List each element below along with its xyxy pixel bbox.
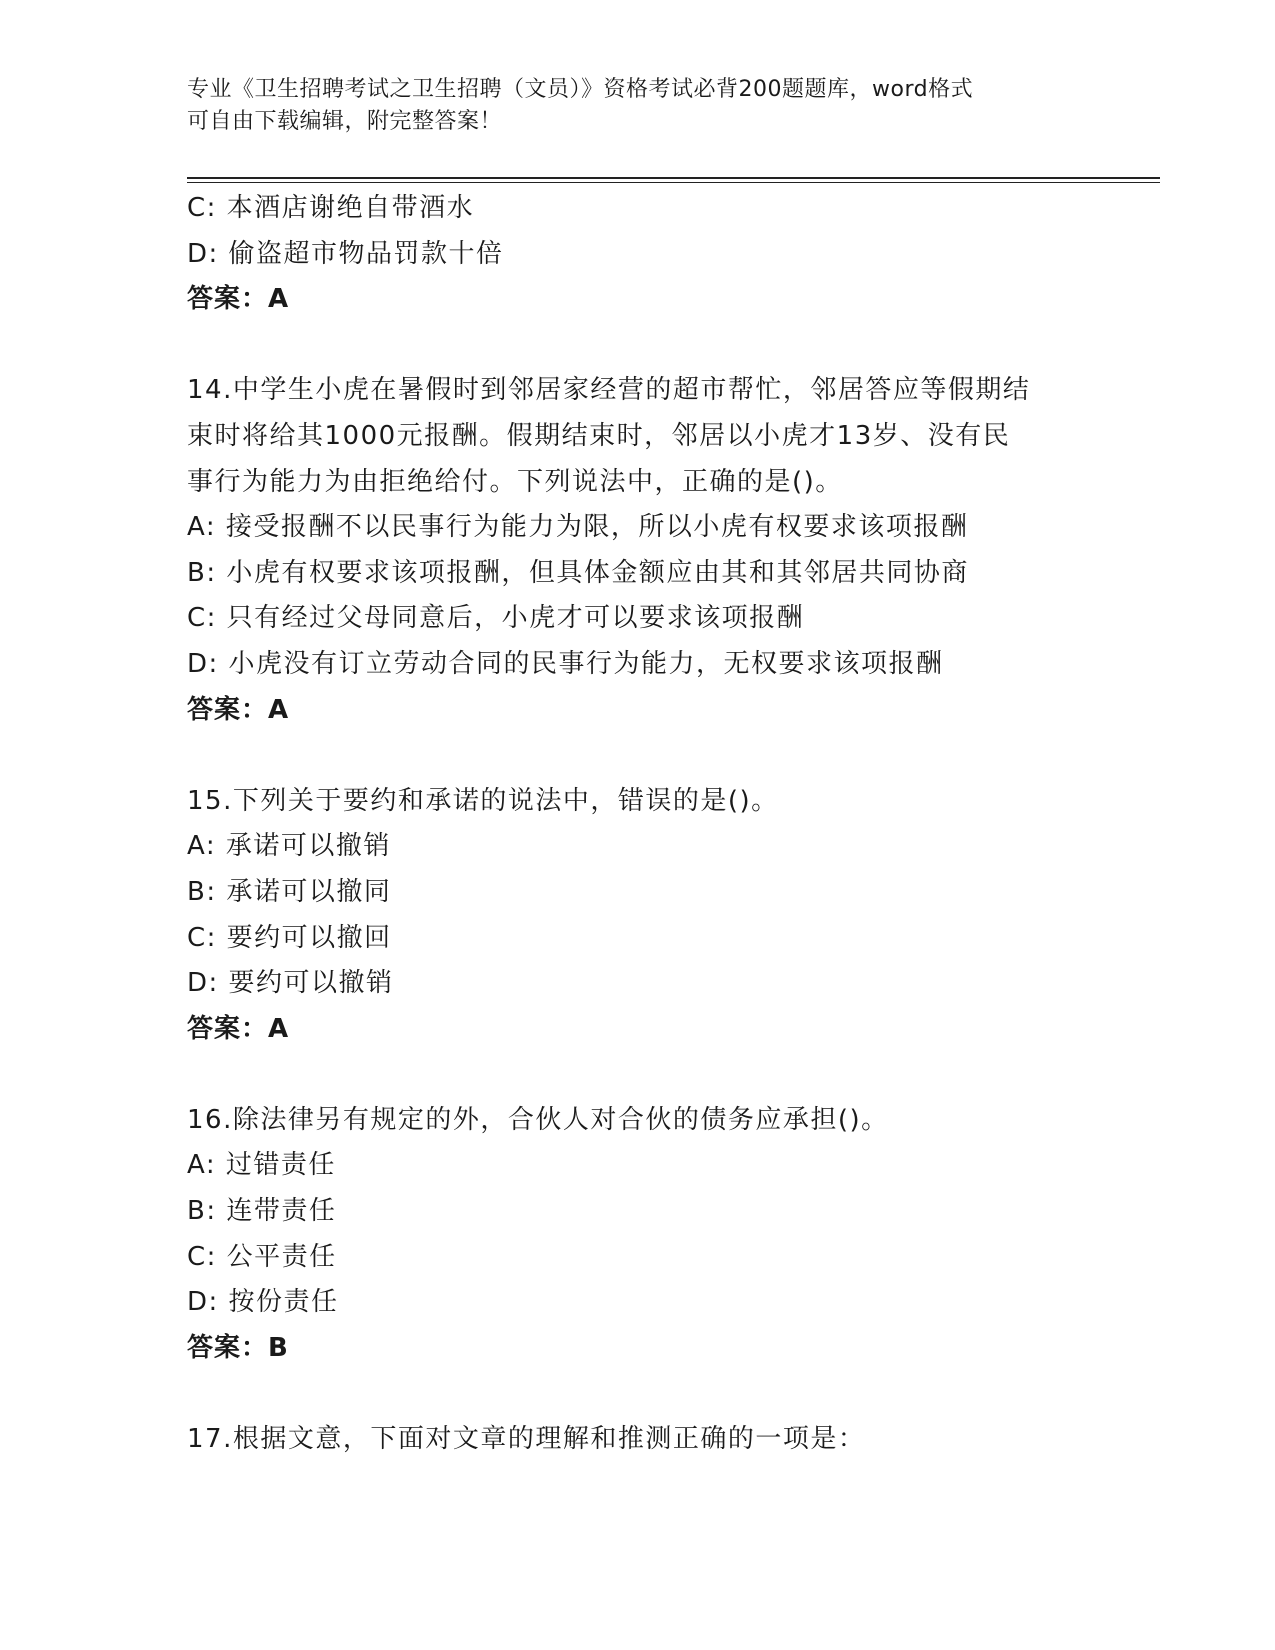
option-d: D: 按份责任 [187,1287,339,1318]
question-stem-line: 事行为能力为由拒绝给付。下列说法中，正确的是()。 [187,466,843,497]
option-a: A: 承诺可以撤销 [187,831,391,862]
option-b: B: 连带责任 [187,1196,337,1227]
answer-line: 答案：A [187,694,290,725]
spacer [187,1052,1087,1098]
option-c: C: 公平责任 [187,1241,337,1272]
header-rule-thin [187,182,1160,183]
option-c: C: 只有经过父母同意后，小虎才可以要求该项报酬 [187,603,805,634]
option-d: D: 要约可以撤销 [187,968,394,999]
document-body [187,186,1087,1463]
option-b: B: 小虎有权要求该项报酬，但具体金额应由其和其邻居共同协商 [187,557,969,588]
question-14 [187,368,1087,733]
answer-line: 答案：B [187,1332,289,1363]
option-d: D: 小虎没有订立劳动合同的民事行为能力，无权要求该项报酬 [187,648,944,679]
question-stem-line: 17.根据文意，下面对文章的理解和推测正确的一项是： [187,1424,866,1455]
carryover-block [187,186,1087,323]
question-stem-line: 14.中学生小虎在暑假时到邻居家经营的超市帮忙，邻居答应等假期结 [187,375,1031,406]
option-a: A: 过错责任 [187,1150,336,1181]
spacer [187,1371,1087,1417]
question-15 [187,779,1087,1053]
question-16 [187,1098,1087,1372]
spacer [187,323,1087,369]
option-b: B: 承诺可以撤同 [187,876,392,907]
question-stem-line: 15.下列关于要约和承诺的说法中，错误的是()。 [187,785,779,816]
question-stem-line: 16.除法律另有规定的外，合伙人对合伙的债务应承担()。 [187,1104,889,1135]
question-stem-line: 束时将给其1000元报酬。假期结束时，邻居以小虎才13岁、没有民 [187,420,1011,451]
answer-line: 答案：A [187,284,290,315]
header-rule-thick [187,177,1160,179]
option-a: A: 接受报酬不以民事行为能力为限，所以小虎有权要求该项报酬 [187,512,969,543]
option-c: C: 要约可以撤回 [187,922,392,953]
answer-line: 答案：A [187,1013,290,1044]
document-header [187,74,1067,138]
header-line-1: 专业《卫生招聘考试之卫生招聘（文员）》资格考试必背200题题库，word格式 [187,77,974,102]
option-d: D: 偷盗超市物品罚款十倍 [187,238,504,269]
spacer [187,733,1087,779]
header-line-2: 可自由下载编辑，附完整答案！ [187,109,503,134]
option-c: C: 本酒店谢绝自带酒水 [187,193,475,223]
question-17 [187,1417,1087,1463]
